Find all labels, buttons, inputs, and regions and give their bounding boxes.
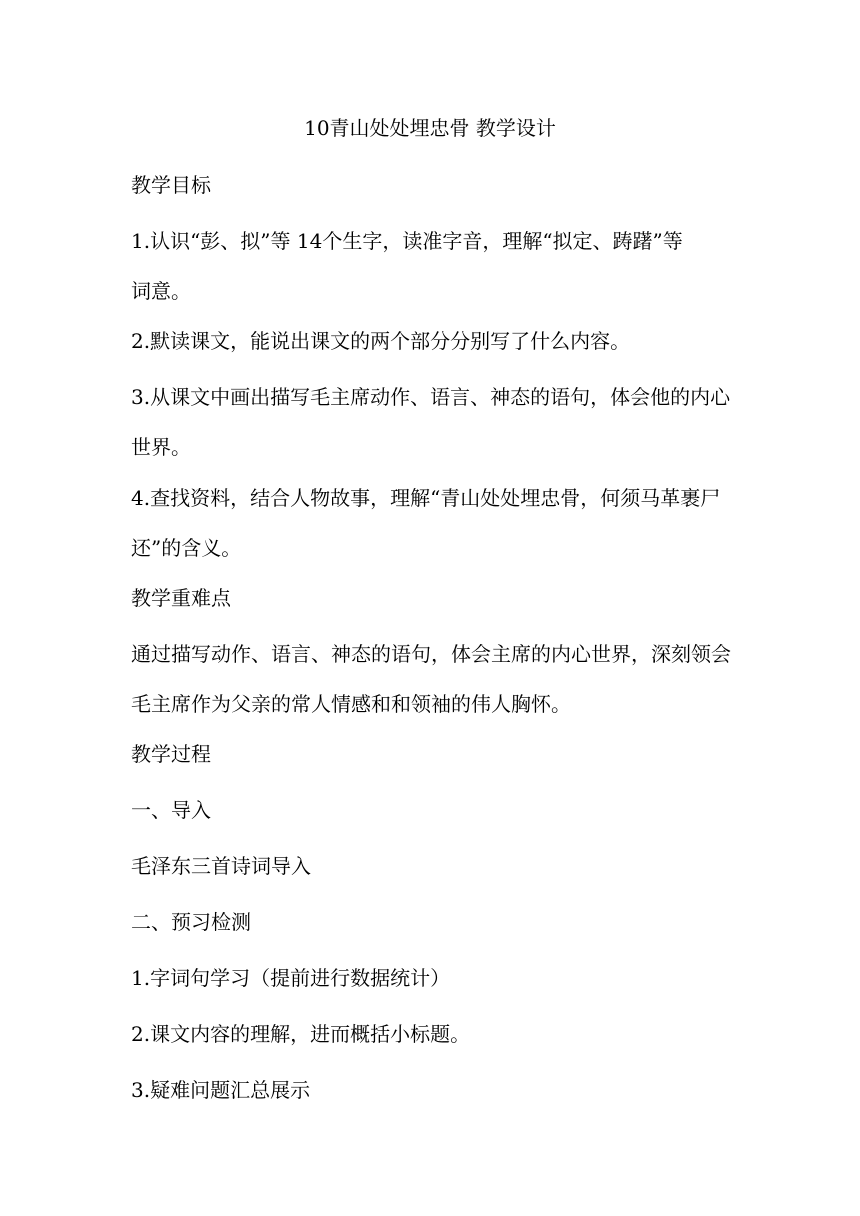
objective-1-line-1: 1.认识“彭、拟”等 14个生字，读准字音，理解“拟定、踌躇”等	[131, 229, 683, 253]
objective-item-2: 2.默读课文，能说出课文的两个部分分别写了什么内容。	[131, 329, 631, 353]
section-1-text: 毛泽东三首诗词导入	[131, 854, 311, 878]
objective-3-line-2: 世界。	[131, 435, 191, 459]
objective-3-line-1: 3.从课文中画出描写毛主席动作、语言、神态的语句，体会他的内心	[131, 385, 731, 409]
key-points-line-1: 通过描写动作、语言、神态的语句，体会主席的内心世界，深刻领会	[131, 642, 731, 666]
objective-item-1	[131, 227, 733, 305]
section-2-item-3: 3.疑难问题汇总展示	[131, 1078, 311, 1102]
section-1-heading: 一、导入	[131, 798, 211, 822]
section-2-heading: 二、预习检测	[131, 910, 251, 934]
key-points-paragraph	[131, 640, 733, 718]
objective-item-3	[131, 383, 733, 461]
key-points-heading: 教学重难点	[131, 586, 231, 610]
section-2-item-2: 2.课文内容的理解，进而概括小标题。	[131, 1022, 471, 1046]
document-title: 10青山处处埋忠骨 教学设计	[304, 116, 556, 140]
process-heading: 教学过程	[131, 742, 211, 766]
objectives-heading: 教学目标	[131, 173, 211, 197]
objective-item-4	[131, 484, 733, 562]
section-2-item-1: 1.字词句学习（提前进行数据统计）	[131, 966, 451, 990]
objective-4-line-1: 4.查找资料，结合人物故事，理解“青山处处埋忠骨，何须马革裹尸	[131, 486, 721, 510]
key-points-line-2: 毛主席作为父亲的常人情感和和领袖的伟人胸怀。	[131, 692, 571, 716]
objective-4-line-2: 还”的含义。	[131, 536, 242, 560]
objective-1-line-2: 词意。	[131, 279, 191, 303]
